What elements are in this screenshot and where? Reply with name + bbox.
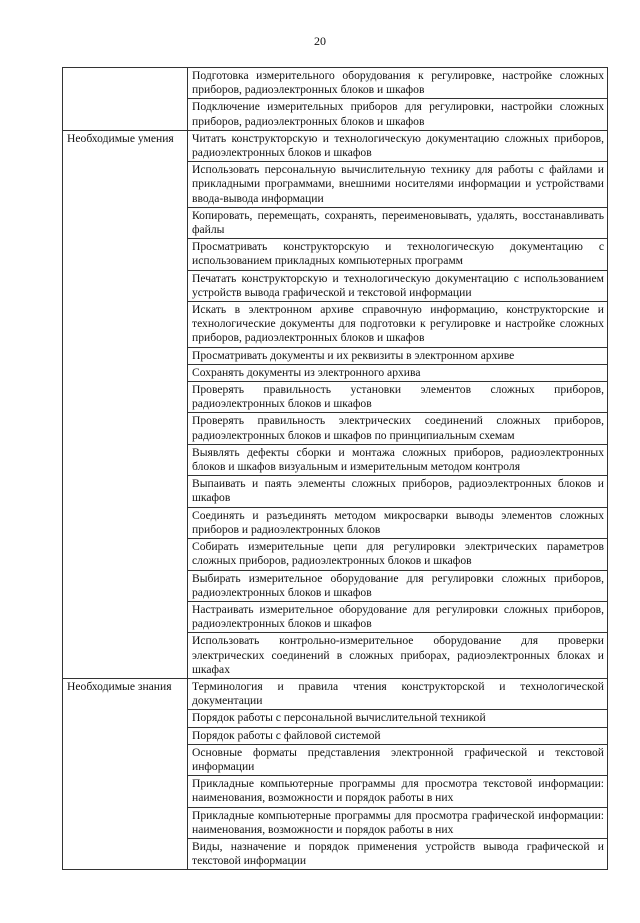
requirement-item: Порядок работы с файловой системой	[188, 727, 608, 744]
requirement-item: Прикладные компьютерные программы для просмотра текстовой информации: наименования, возможности и порядок работы в них	[188, 776, 608, 807]
section-heading: Необходимые умения	[63, 130, 188, 678]
competency-table	[62, 67, 608, 870]
requirement-item: Подготовка измерительного оборудования к регулировке, настройке сложных приборов, радиоэлектронных блоков и шкафов	[188, 68, 608, 99]
requirement-item: Просматривать конструкторскую и технологическую документацию с использованием прикладных компьютерных программ	[188, 239, 608, 270]
requirement-item: Терминология и правила чтения конструкторской и технологической документации	[188, 678, 608, 709]
requirement-item: Соединять и разъединять методом микросварки выводы элементов сложных приборов и радиоэлектронных блоков	[188, 507, 608, 538]
requirement-item: Просматривать документы и их реквизиты в электронном архиве	[188, 347, 608, 364]
requirement-item: Читать конструкторскую и технологическую документацию сложных приборов, радиоэлектронных блоков и шкафов	[188, 130, 608, 161]
requirement-item: Проверять правильность установки элементов сложных приборов, радиоэлектронных блоков и шкафов	[188, 382, 608, 413]
table-row	[63, 68, 608, 99]
requirement-item: Настраивать измерительное оборудование для регулировки сложных приборов, радиоэлектронных блоков и шкафов	[188, 601, 608, 632]
table-row	[63, 130, 608, 161]
requirement-item: Прикладные компьютерные программы для просмотра графической информации: наименования, возможности и порядок работы в них	[188, 807, 608, 838]
competency-table-body	[63, 68, 608, 870]
requirement-item: Использовать контрольно-измерительное оборудование для проверки электрических соединений в сложных приборах, радиоэлектронных блоках и шкафах	[188, 633, 608, 679]
section-heading	[63, 68, 188, 131]
requirement-item: Сохранять документы из электронного архива	[188, 364, 608, 381]
requirement-item: Собирать измерительные цепи для регулировки электрических параметров сложных приборов, радиоэлектронных блоков и шкафов	[188, 539, 608, 570]
requirement-item: Порядок работы с персональной вычислительной техникой	[188, 710, 608, 727]
requirement-item: Виды, назначение и порядок применения устройств вывода графической и текстовой информации	[188, 838, 608, 869]
requirement-item: Подключение измерительных приборов для регулировки, настройки сложных приборов, радиоэлектронных блоков и шкафов	[188, 99, 608, 130]
requirement-item: Печатать конструкторскую и технологическую документацию с использованием устройств вывода графической и текстовой информации	[188, 270, 608, 301]
requirement-item: Выбирать измерительное оборудование для регулировки сложных приборов, радиоэлектронных блоков и шкафов	[188, 570, 608, 601]
requirement-item: Копировать, перемещать, сохранять, переименовывать, удалять, восстанавливать файлы	[188, 207, 608, 238]
requirement-item: Выявлять дефекты сборки и монтажа сложных приборов, радиоэлектронных блоков и шкафов визуальным и измерительным методом контроля	[188, 444, 608, 475]
requirement-item: Проверять правильность электрических соединений сложных приборов, радиоэлектронных блоков и шкафов по принципиальным схемам	[188, 413, 608, 444]
section-heading: Необходимые знания	[63, 678, 188, 869]
requirement-item: Выпаивать и паять элементы сложных приборов, радиоэлектронных блоков и шкафов	[188, 476, 608, 507]
requirement-item: Использовать персональную вычислительную технику для работы с файлами и прикладными программами, внешними носителями информации и устройствами ввода-вывода информации	[188, 162, 608, 208]
requirement-item: Основные форматы представления электронной графической и текстовой информации	[188, 744, 608, 775]
table-row	[63, 678, 608, 709]
requirement-item: Искать в электронном архиве справочную информацию, конструкторские и технологические документы для подготовки к регулировке и настройке сложных приборов, радиоэлектронных блоков и шкафов	[188, 302, 608, 348]
page-number: 20	[314, 34, 326, 48]
